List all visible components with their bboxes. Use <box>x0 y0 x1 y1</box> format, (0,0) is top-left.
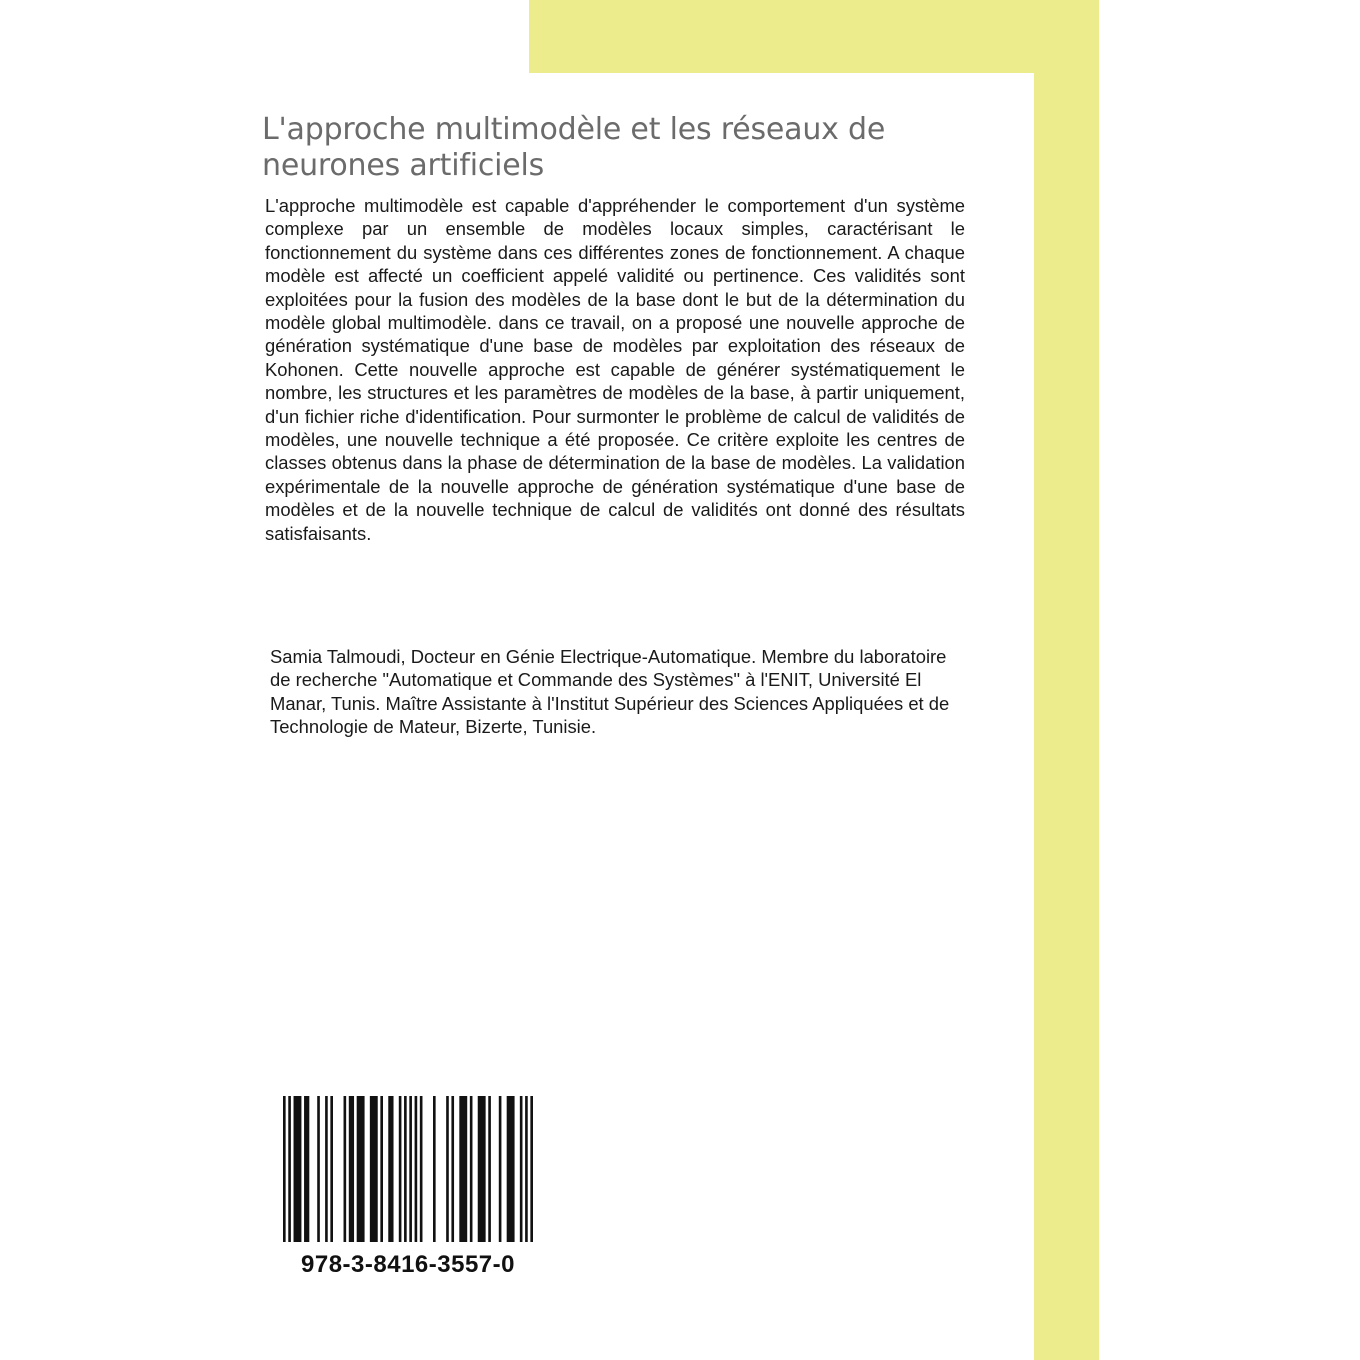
isbn-number: 978-3-8416-3557-0 <box>301 1251 515 1278</box>
barcode-bar <box>344 1096 347 1242</box>
barcode-bar <box>499 1096 502 1242</box>
accent-band-right <box>1034 0 1099 1360</box>
book-summary: L'approche multimodèle est capable d'appréhender le comportement d'un système complexe par un ensemble de modèles locaux simples, caractérisant le fonctionnement du système dans ces différentes zones de fonctionnement. A chaque modèle est affecté un coefficient appelé validité ou pertinence. Ces validités sont exploitées pour la fusion des modèles de la base dont le but de la détermination du modèle global multimodèle. dans ce travail, on a proposé une nouvelle approche de génération systématique d'une base de modèles par exploitation des réseaux de Kohonen. Cette nouvelle approche est capable de générer systématiquement le nombre, les structures et les paramètres de modèles de la base, à partir uniquement, d'un fichier riche d'identification. Pour surmonter le problème de calcul de validités de modèles, une nouvelle technique a été proposée. Ce critère exploite les centres de classes obtenus dans la phase de détermination de la base de modèles. La validation expérimentale de la nouvelle approche de génération systématique d'une base de modèles et de la nouvelle technique de calcul de validités ont donné des résultats satisfaisants. <box>265 195 965 544</box>
barcode-bar <box>399 1096 402 1242</box>
author-bio: Samia Talmoudi, Docteur en Génie Electrique-Automatique. Membre du laboratoire de recherche "Automatique et Commande des Systèmes" à l'ENIT, Université El Manar, Tunis. Maître Assistante à l'Institut Supérieur des Sciences Appliquées et de Technologie de Mateur, Bizerte, Tunisie. <box>270 646 950 738</box>
barcode-bar <box>525 1096 528 1242</box>
book-title: L'approche multimodèle et les réseaux de neurones artificiels <box>262 112 886 183</box>
barcode-bar <box>388 1096 393 1242</box>
barcode-bar <box>446 1096 449 1242</box>
barcode-bar <box>409 1096 412 1242</box>
barcode-bar <box>478 1096 486 1242</box>
barcode-bar <box>530 1096 533 1242</box>
barcode-bar <box>380 1096 383 1242</box>
barcode-bar <box>459 1096 467 1242</box>
isbn-barcode <box>283 1096 533 1242</box>
barcode-bar <box>317 1096 320 1242</box>
barcode-bar <box>488 1096 491 1242</box>
barcode-bar <box>520 1096 523 1242</box>
barcode-bar <box>370 1096 378 1242</box>
barcode-bar <box>294 1096 302 1242</box>
barcode-bar <box>470 1096 473 1242</box>
barcode-bar <box>325 1096 328 1242</box>
barcode-bar <box>507 1096 515 1242</box>
barcode-bar <box>304 1096 309 1242</box>
barcode-bar <box>288 1096 291 1242</box>
barcode-bar <box>415 1096 418 1242</box>
barcode-bar <box>357 1096 365 1242</box>
barcode-bar <box>404 1096 407 1242</box>
accent-band-top <box>529 0 1099 73</box>
barcode-bar <box>283 1096 286 1242</box>
barcode-bar <box>420 1096 423 1242</box>
barcode-bar <box>433 1096 436 1242</box>
barcode-bar <box>330 1096 333 1242</box>
barcode-bar <box>349 1096 354 1242</box>
barcode-bar <box>451 1096 454 1242</box>
